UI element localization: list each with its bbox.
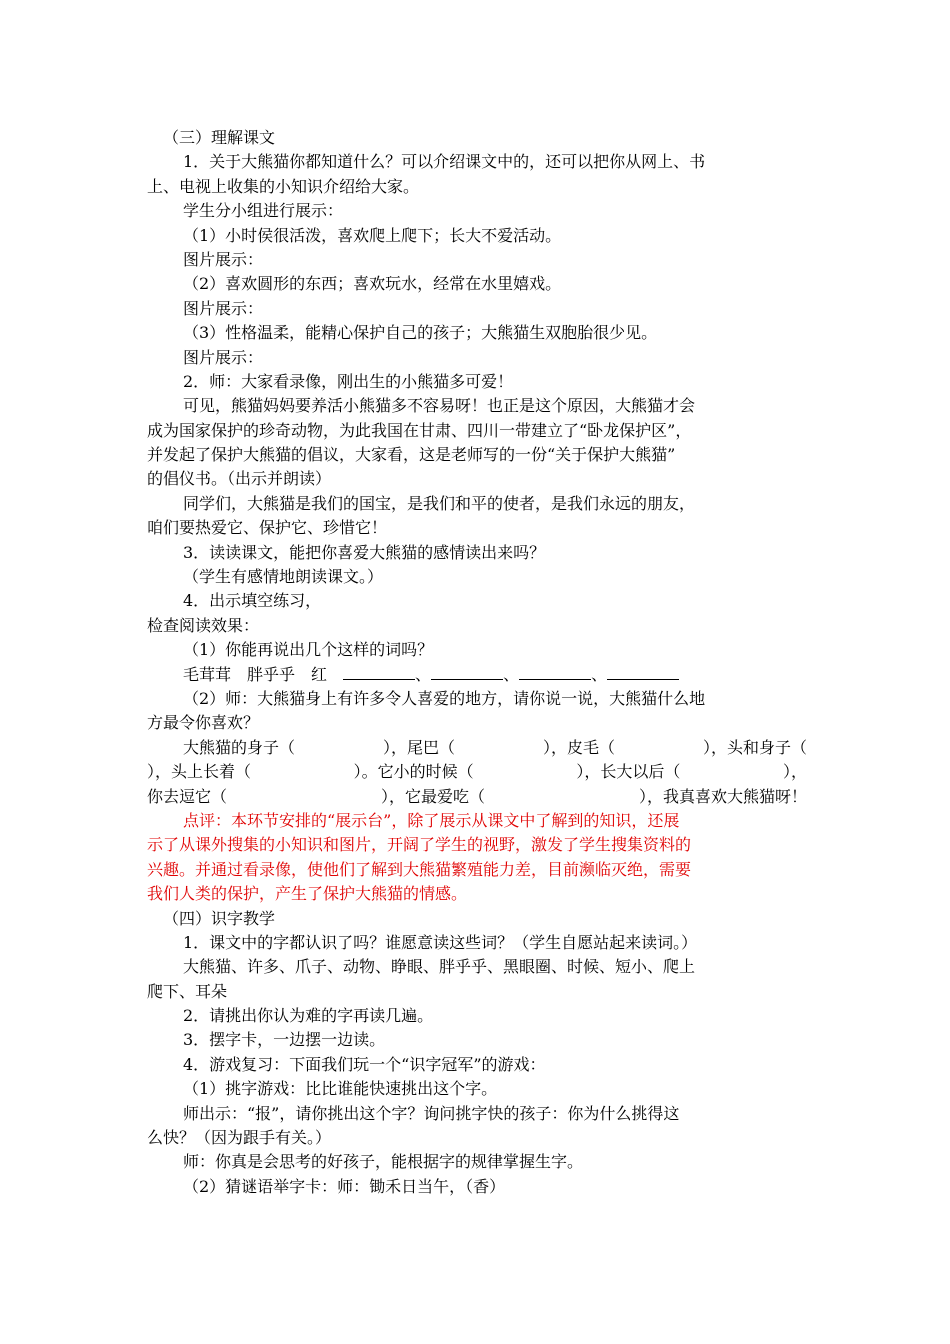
text-line: 师出示：“报”，请你挑出这个字？询问挑字快的孩子：你为什么挑得这 bbox=[183, 1103, 680, 1123]
fill-segment: 你去逗它（ bbox=[147, 786, 228, 806]
text-line: （3）性格温柔，能精心保护自己的孩子；大熊猫生双胞胎很少见。 bbox=[183, 323, 658, 343]
text-line: （学生有感情地朗读课文。） bbox=[183, 567, 384, 587]
text-line: （2）猜谜语举字卡：师：锄禾日当午，（香） bbox=[183, 1176, 506, 1196]
text-line: 师：你真是会思考的好孩子，能根据字的规律掌握生字。 bbox=[183, 1152, 584, 1172]
comment-line: 兴趣。并通过看录像，使他们了解到大熊猫繁殖能力差，目前濒临灭绝，需要 bbox=[147, 859, 692, 879]
fill-in-sentence-row bbox=[147, 785, 807, 809]
text-line: 学生分小组进行展示： bbox=[183, 201, 344, 221]
fill-segment: 大熊猫的身子（ bbox=[183, 737, 296, 757]
text-line: （1）挑字游戏：比比谁能快速挑出这个字。 bbox=[183, 1079, 498, 1099]
fill-in-sentence-row bbox=[147, 736, 807, 760]
word-fill-row bbox=[147, 663, 807, 687]
example-word: 红 bbox=[311, 664, 328, 684]
text-line: 检查阅读效果： bbox=[147, 615, 260, 635]
comment-line: 点评：本环节安排的“展示台”，除了展示从课文中了解到的知识，还展 bbox=[183, 810, 680, 830]
text-line: 大熊猫、许多、爪子、动物、睁眼、胖乎乎、黑眼圈、时候、短小、爬上 bbox=[183, 957, 696, 977]
fill-segment: ），长大以后（ bbox=[576, 762, 681, 782]
example-word: 毛茸茸 bbox=[183, 664, 232, 684]
separator: 、 bbox=[591, 664, 608, 684]
document-page bbox=[147, 126, 807, 1199]
text-line: 咱们要热爱它、保护它、珍惜它！ bbox=[147, 518, 388, 538]
text-line: （2）喜欢圆形的东西；喜欢玩水，经常在水里嬉戏。 bbox=[183, 274, 562, 294]
answer-blank[interactable] bbox=[519, 665, 591, 680]
text-line: 4．出示填空练习， bbox=[183, 591, 322, 611]
fill-segment: ），我真喜欢大熊猫呀！ bbox=[638, 786, 807, 806]
separator: 、 bbox=[415, 664, 432, 684]
example-word: 胖乎乎 bbox=[247, 664, 296, 684]
fill-segment: ），它最爱吃（ bbox=[380, 786, 485, 806]
answer-blank[interactable] bbox=[343, 665, 415, 680]
text-line: 3．摆字卡，一边摆一边读。 bbox=[183, 1030, 386, 1050]
separator: 、 bbox=[503, 664, 520, 684]
text-line: 图片展示： bbox=[183, 298, 264, 318]
fill-segment: ），头上长着（ bbox=[147, 762, 252, 782]
fill-segment: ），皮毛（ bbox=[542, 737, 615, 757]
text-line: 爬下、耳朵 bbox=[147, 981, 228, 1001]
fill-segment: ）， bbox=[782, 762, 807, 782]
comment-line: 我们人类的保护，产生了保护大熊猫的情感。 bbox=[147, 884, 468, 904]
text-line: 并发起了保护大熊猫的倡议，大家看，这是老师写的一份“关于保护大熊猫” bbox=[147, 445, 676, 465]
text-line: 图片展示： bbox=[183, 347, 264, 367]
text-line: （2）师：大熊猫身上有许多令人喜爱的地方，请你说一说，大熊猫什么地 bbox=[183, 688, 706, 708]
text-line: 4．游戏复习：下面我们玩一个“识字冠军”的游戏： bbox=[183, 1054, 546, 1074]
text-line: 上、电视上收集的小知识介绍给大家。 bbox=[147, 176, 420, 196]
text-line: 3．读读课文，能把你喜爱大熊猫的感情读出来吗？ bbox=[183, 542, 546, 562]
text-line: （三）理解课文 bbox=[163, 128, 276, 147]
answer-blank[interactable] bbox=[607, 665, 679, 680]
fill-segment: ），头和身子（ bbox=[702, 737, 807, 757]
text-line: 成为国家保护的珍奇动物，为此我国在甘肃、四川一带建立了“卧龙保护区”， bbox=[147, 420, 692, 440]
text-line: （1）你能再说出几个这样的词吗？ bbox=[183, 640, 434, 660]
text-line: 可见，熊猫妈妈要养活小熊猫多不容易呀！也正是这个原因，大熊猫才会 bbox=[183, 396, 696, 416]
text-line: 的倡仪书。（出示并朗读） bbox=[147, 469, 332, 489]
text-line: 2．师：大家看录像，刚出生的小熊猫多可爱！ bbox=[183, 371, 514, 391]
text-line: 么快？（因为跟手有关。） bbox=[147, 1128, 332, 1148]
text-line: 1．课文中的字都认识了吗？谁愿意读这些词？（学生自愿站起来读词。） bbox=[183, 932, 698, 952]
comment-line: 示了从课外搜集的小知识和图片，开阔了学生的视野，激发了学生搜集资料的 bbox=[147, 835, 692, 855]
fill-segment: ）。它小的时候（ bbox=[353, 762, 474, 782]
text-line: 2．请挑出你认为难的字再读几遍。 bbox=[183, 1006, 434, 1026]
text-line: （四）识字教学 bbox=[163, 908, 276, 928]
answer-blank[interactable] bbox=[431, 665, 503, 680]
text-line: 1．关于大熊猫你都知道什么？可以介绍课文中的，还可以把你从网上、书 bbox=[183, 152, 706, 172]
fill-in-sentence-row bbox=[147, 760, 807, 784]
text-line: （1）小时侯很活泼，喜欢爬上爬下；长大不爱活动。 bbox=[183, 225, 562, 245]
text-line: 同学们，大熊猫是我们的国宝，是我们和平的使者，是我们永远的朋友， bbox=[183, 493, 696, 513]
text-line: 方最令你喜欢？ bbox=[147, 713, 260, 733]
text-line: 图片展示： bbox=[183, 249, 264, 269]
fill-segment: ），尾巴（ bbox=[382, 737, 455, 757]
